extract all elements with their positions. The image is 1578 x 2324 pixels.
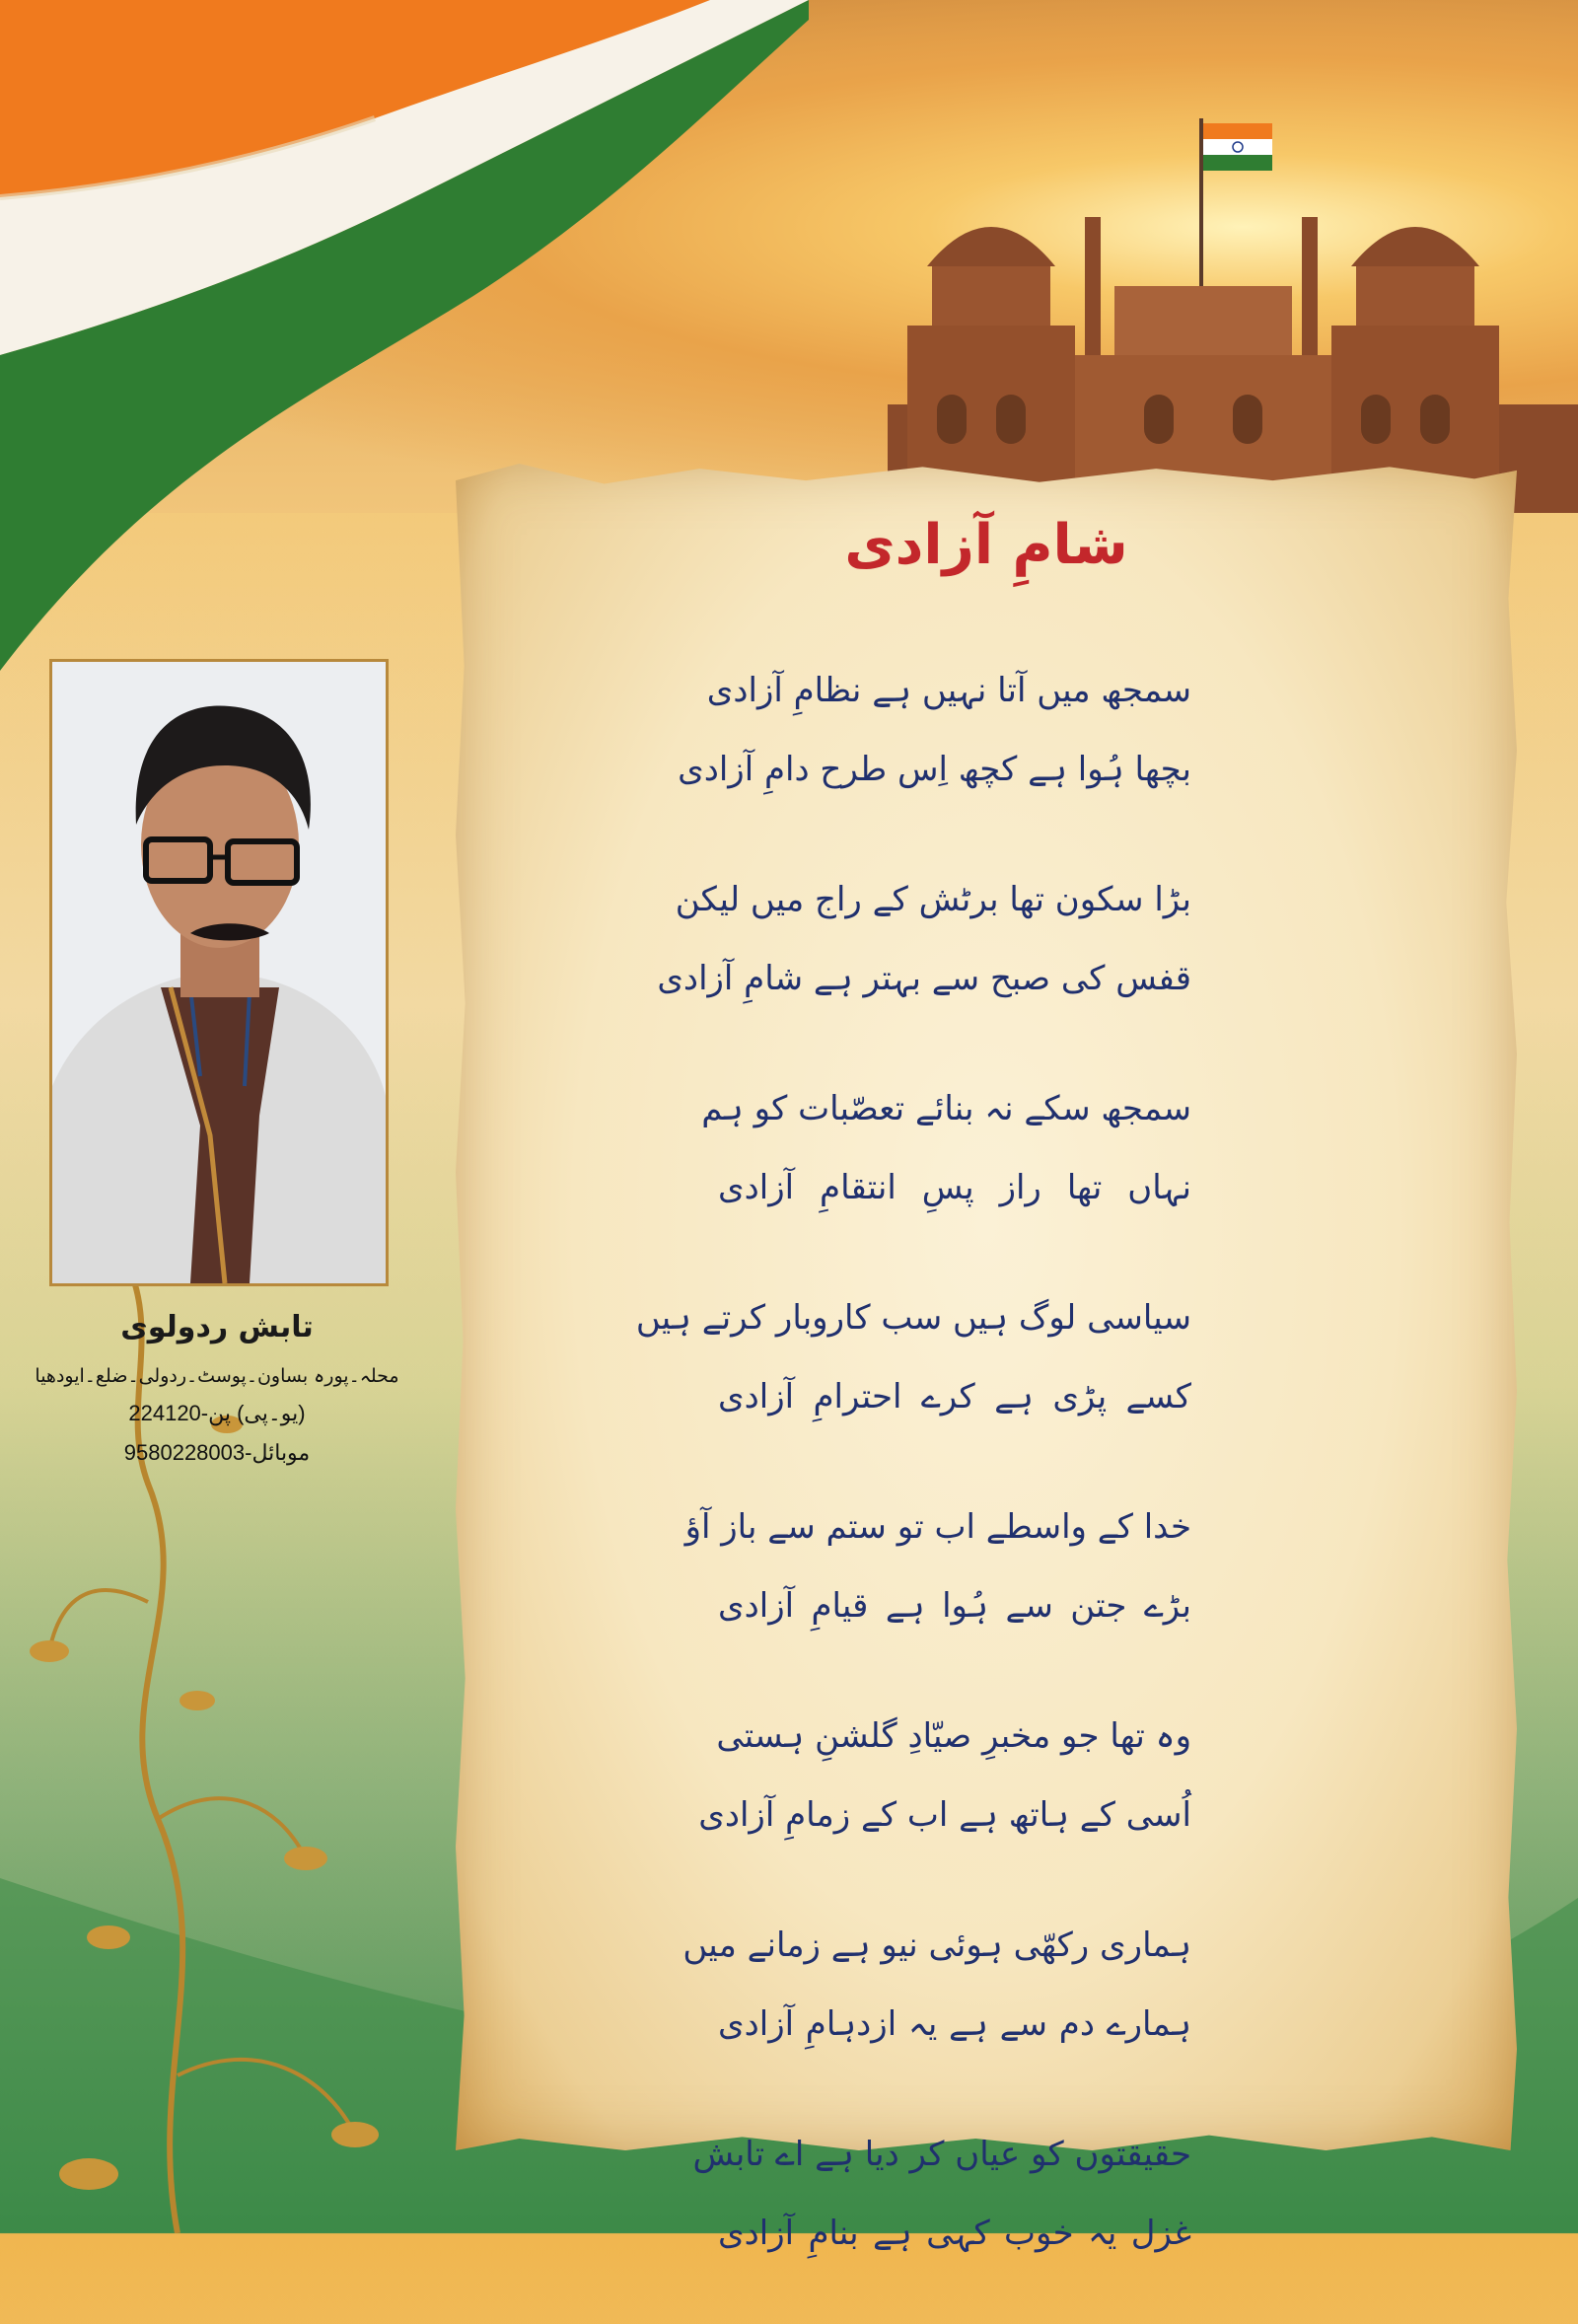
verse-line: بڑے جتن سے ہُوا ہے قیامِ آزادی [718,1586,1191,1626]
poem-body [635,651,1191,2324]
verse-line: ہمارے دم سے ہے یہ ازدہامِ آزادی [718,2004,1191,2044]
verse-line: غزل یہ خوب کہی ہے بنامِ آزادی [718,2214,1191,2253]
verse-line: نہاں تھا راز پسِ انتقامِ آزادی [718,1168,1191,1207]
poet-name: تابش ردولوی [120,1310,314,1344]
poet-address: محلہ۔پورہ بساون۔پوسٹ۔ردولی۔ضلع۔ایودھیا [35,1365,399,1387]
verse-line: بڑا سکون تھا برٹش کے راج میں لیکن [675,880,1191,919]
verse-line: کسے پڑی ہے کرے احترامِ آزادی [718,1377,1191,1416]
verse-line: سمجھ میں آتا نہیں ہے نظامِ آزادی [706,671,1191,710]
verse-line: سمجھ سکے نہ بنائے تعصّبات کو ہم [701,1089,1191,1128]
couplet [698,1697,1191,1854]
verse-line: حقیقتوں کو عیاں کر دیا ہے اے تابش [692,2135,1191,2174]
verse-line: قفس کی صبح سے بہتر ہے شامِ آزادی [657,959,1191,998]
couplet [657,860,1191,1018]
poet-pin-code: (یو۔پی) پن-224120 [128,1401,306,1425]
verse-line: سیاسی لوگ ہیں سب کاروبار کرتے ہیں [635,1298,1191,1338]
poet-photo [49,659,389,1286]
couplet [684,1488,1191,1645]
couplet [692,2115,1191,2273]
poem-title: شامِ آزادی [844,513,1128,577]
poet-portrait-image [52,662,386,1283]
couplet [701,1069,1191,1227]
verse-line: وہ تھا جو مخبرِ صیّادِ گلشنِ ہستی [716,1716,1191,1756]
couplet [678,651,1191,809]
verse-line: بچھا ہُوا ہے کچھ اِس طرح دامِ آزادی [678,750,1191,789]
couplet [682,1906,1191,2064]
red-fort-illustration [888,99,1578,513]
verse-line: اُسی کے ہاتھ ہے اب کے زمامِ آزادی [698,1795,1191,1835]
verse-line: خدا کے واسطے اب تو ستم سے باز آؤ [684,1507,1191,1547]
verse-line: ہماری رکھّی ہوئی نیو ہے زمانے میں [682,1925,1191,1965]
couplet [635,1278,1191,1436]
poet-mobile: موبائل-9580228003 [123,1440,311,1465]
